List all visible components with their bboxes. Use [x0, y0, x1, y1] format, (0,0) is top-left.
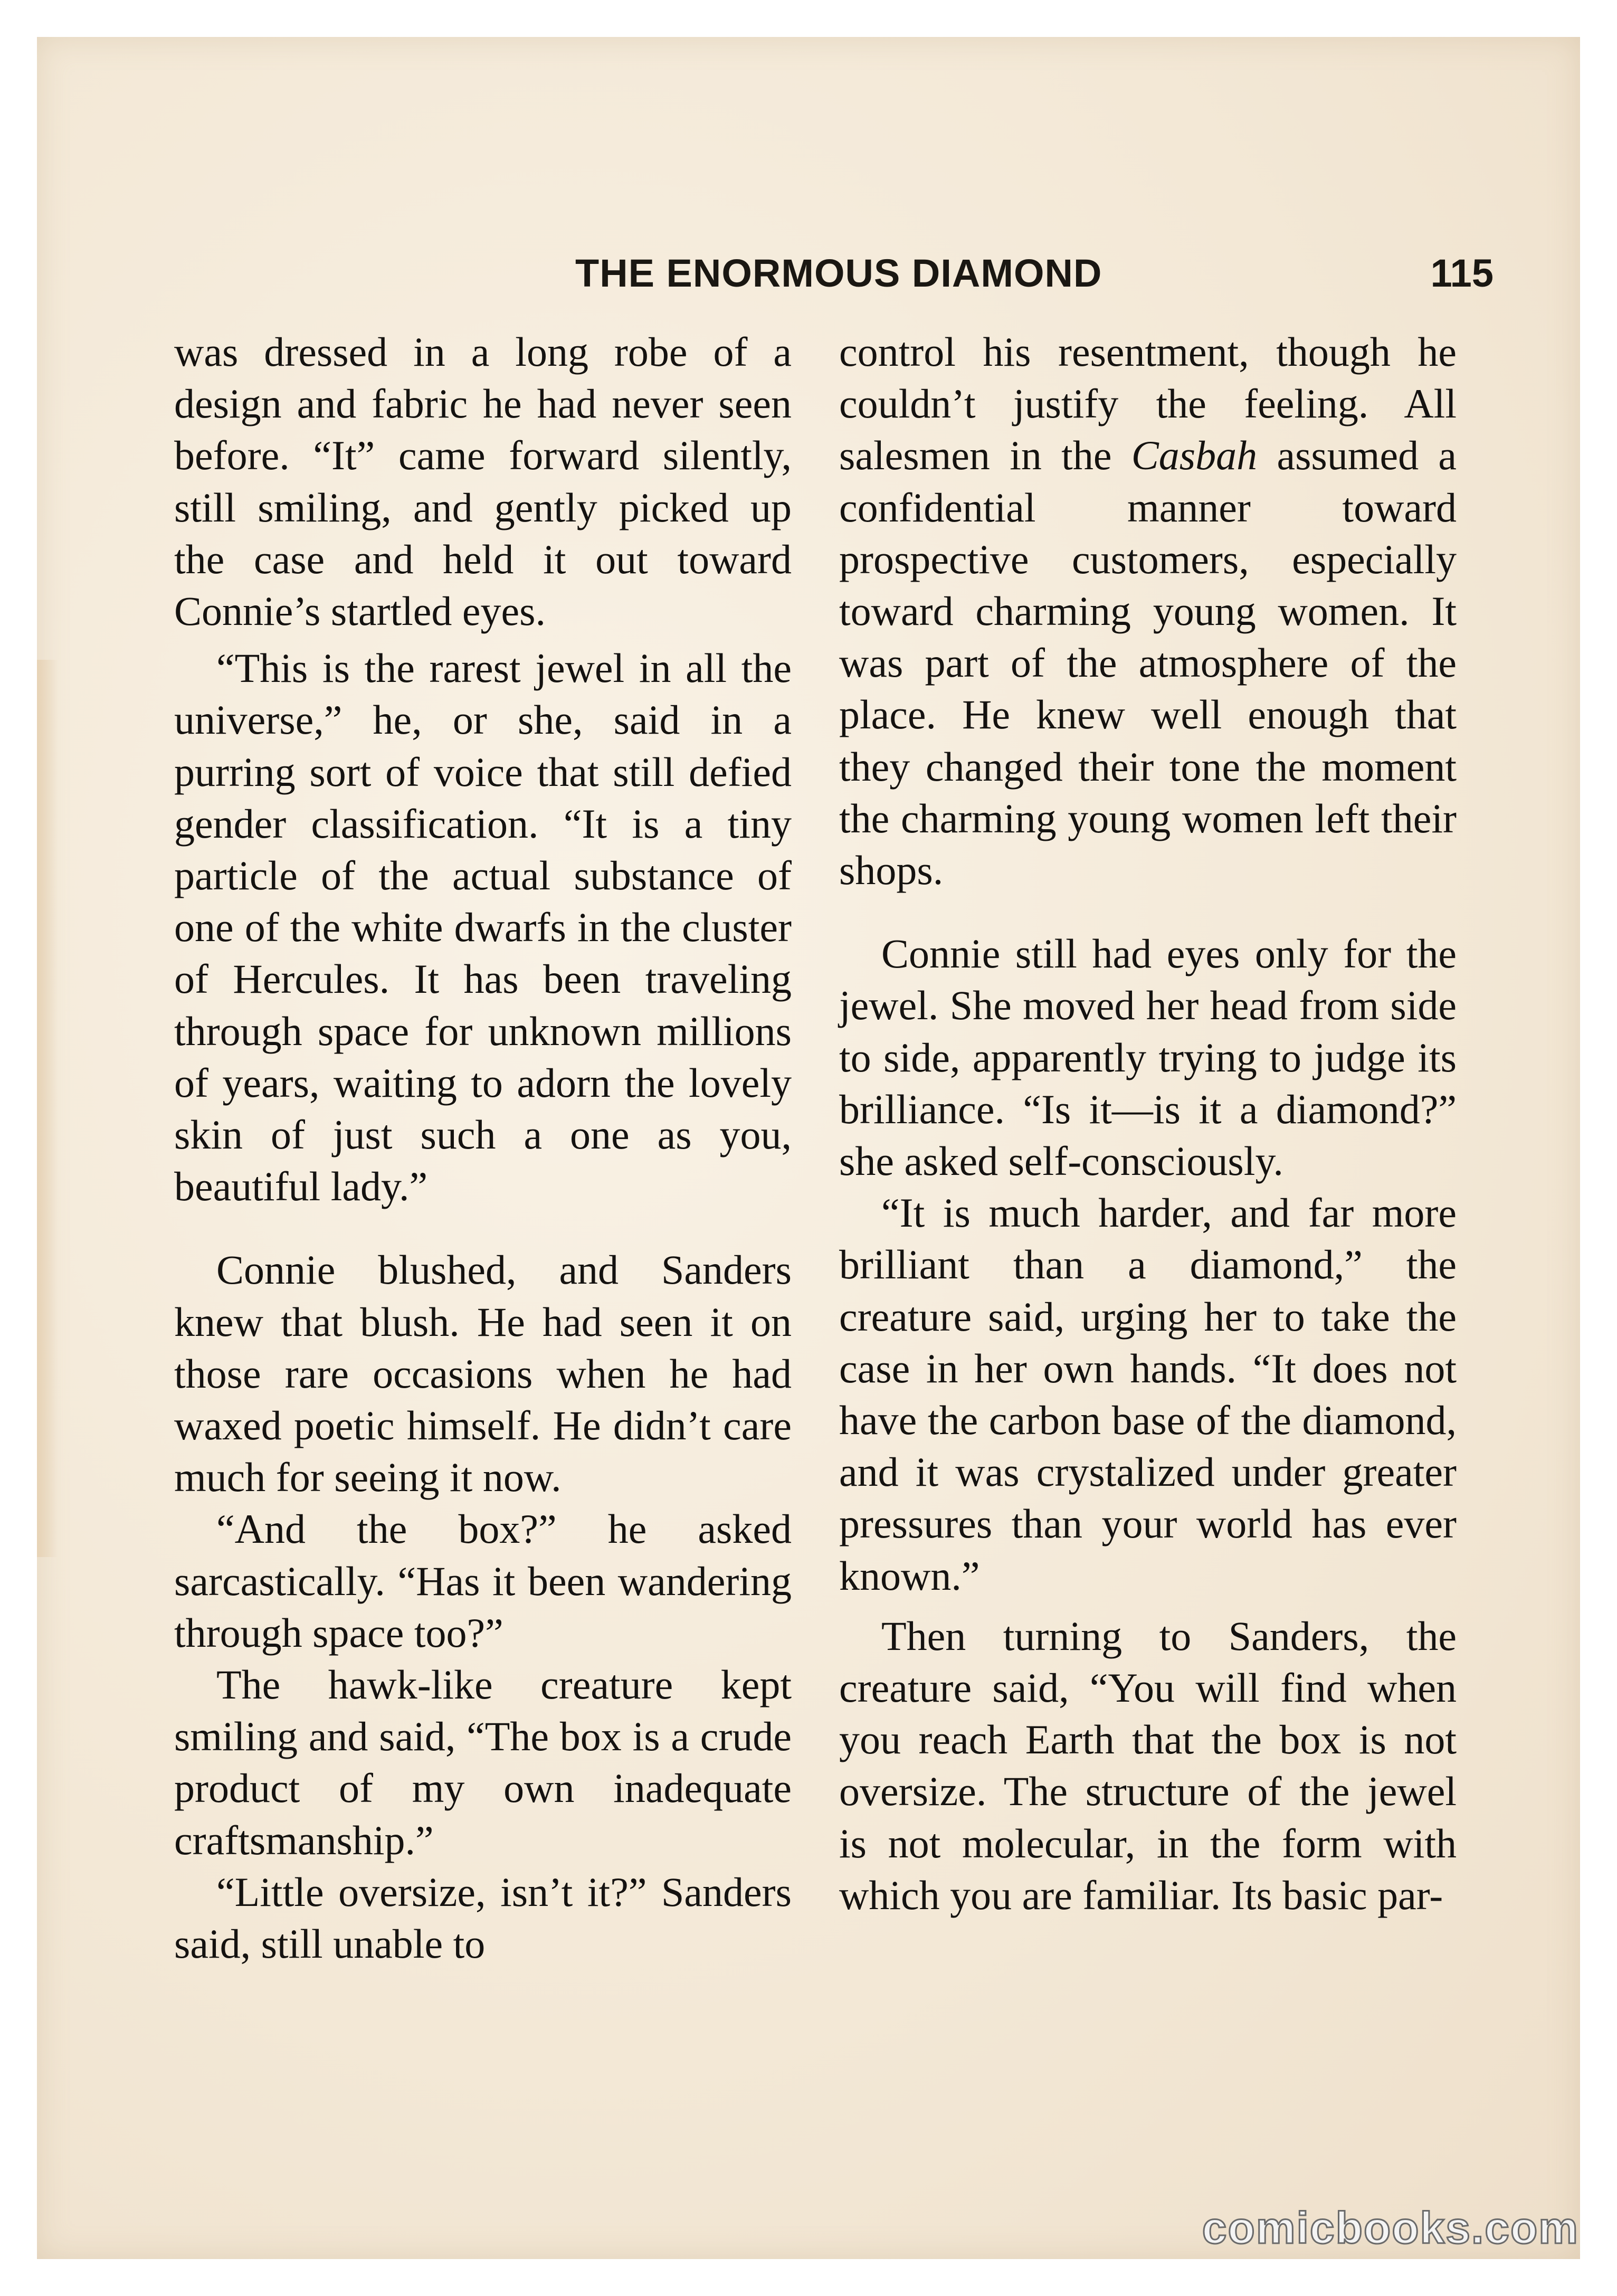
paragraph: “Little oversize, isn’t it?” Sanders said, still unable to — [174, 1868, 792, 1967]
paragraph: Connie still had eyes only for the jewel. She moved her head from side to side, apparently trying to judge its brilliance. “Is it—is it a diamond?” she asked self-consciously. — [839, 931, 1457, 1184]
paragraph: “This is the rarest jewel in all the universe,” he, or she, said in a purring sort of voice that still defied gender classification. “It is a tiny particle of the actual substance of one of the white dwarfs in the cluster of Hercules. It has been traveling through space for unknown millions of years, waiting to adorn the lovely skin of just such a one as you, beautiful lady.” — [174, 645, 792, 1210]
paragraph: was dressed in a long robe of a design and fabric he had never seen before. “It” came forward silently, still smiling, and gently picked up the case and held it out toward Connie’s startled eyes. — [174, 329, 792, 634]
paragraph — [839, 326, 1457, 896]
paragraph: “And the box?” he asked sarcastically. “Has it been wandering through space too?” — [174, 1506, 792, 1656]
paragraph: The hawk-like creature kept smiling and said, “The box is a crude product of my own inadequate craftsmanship.” — [174, 1662, 792, 1863]
site-watermark: comicbooks.com — [1202, 2203, 1579, 2253]
paragraph: Connie blushed, and Sanders knew that blush. He had seen it on those rare occasions when he had waxed poetic himself. He didn’t care much for seeing it now. — [174, 1247, 792, 1501]
paragraph: “It is much harder, and far more brilliant than a diamond,” the creature said, urging her to take the case in her own hands. “It does not have the carbon base of the diamond, and it was crystalized under greater pressures than your world has ever known.” — [839, 1190, 1457, 1599]
page-number: 115 — [1430, 251, 1494, 295]
chapter-title: THE ENORMOUS DIAMOND — [575, 251, 1102, 295]
paragraph-text: assumed a confidential manner toward prospective customers, especially toward charming young women. It was part of the atmosphere of the place. He knew well enough that they changed their tone the moment the charming young women left their shops. — [839, 432, 1457, 894]
paragraph: Then turning to Sanders, the creature said, “You will find when you reach Earth that the box is not oversize. The structure of the jewel is not molecular, in the form with which you are familiar. Its basic par- — [839, 1612, 1457, 1918]
italic-place-name: Casbah — [1131, 432, 1258, 479]
left-column — [174, 326, 792, 1970]
page-edge-stain — [37, 660, 58, 1557]
paragraph-text: control his resentment, though he couldn’t justify the feeling. All salesmen in the — [839, 329, 1457, 479]
running-header — [195, 245, 1494, 303]
right-column — [839, 326, 1457, 1921]
book-page — [37, 37, 1580, 2259]
